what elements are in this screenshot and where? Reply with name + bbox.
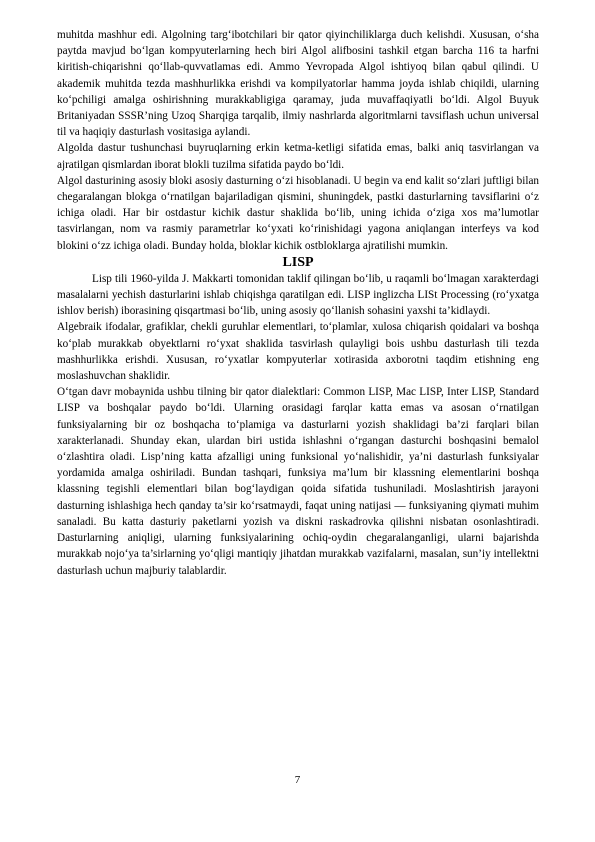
paragraph-algol-main-block: Algol dasturining asosiy bloki asosiy dasturning o‘zi hisoblanadi. U begin va end kalit so‘zlari juftligi bilan chegaralangan blokga o‘rnatilgan bajariladigan qismini, shuningdek, pastki dasturlarning tavsiflarini o‘z ichiga oladi. Har bir ostdastur kichik dastur shaklida bo‘lib, uning ichida o‘ziga xos ma’lumotlar tasvirlangan, nom va rasmiy parametrlar ko‘yxati ko‘rinishidagi yagona aniqlangan interfeys va kod blokini o‘zz ichiga oladi. Bunday holda, bloklar kichik ostbloklarga ajratilishi mumkin.	[57, 174, 539, 252]
paragraph-lisp-dialects: O‘tgan davr mobaynida ushbu tilning bir qator dialektlari: Common LISP, Mac LISP, Inter LISP, Standard LISP va boshqalar paydo bo‘ldi. Ularning orasidagi farqlar katta emas va asosan o‘rnatilgan funksiyalarning bir oz boshqacha to‘plamiga va dasturlarni yozish shaklidagi ba’zi farqlari bilan xarakterlanadi. Shunday ekan, ulardan biri ustida ishlashni o‘rgangan dasturchi boshqasini bemalol o‘zlashtira oladi. Lisp’ning katta afzalligi uning funksional yo‘nalishidir, ya’ni dasturlash funksiyalar yordamida amalga oshiriladi. Bundan tashqari, funksiya ma’lum bir klassning elementlarini boshqa klassning tegishli elementlari bilan bog‘laydigan qoida sifatida tushuniladi. Moslashtirish jarayoni dasturning ishlashiga hech qanday ta’sir ko‘rsatmaydi, faqat uning natijasi — funksiyaning qiymati muhim sanaladi. Bu katta dasturiy paketlarni yozish va diskni raskadrovka qilishni nisbatan osonlashtiradi. Dasturlarning aniqligi, ularning funksiyalarining ochiq-oydin chegaralanganligi, ularni bajarishda murakkab nojo‘ya ta’sirlarning yo‘qligi mantiqiy jihatdan murakkab vazifalarni, masalan, sun’iy intellektni dasturlash uchun majburiy talablardir.	[57, 386, 539, 577]
paragraph-algol-reception: muhitda mashhur edi. Algolning targ‘ibotchilari bir qator qiyinchiliklarga duch kelishdi. Xususan, o‘sha paytda mavjud bo‘lgan kompyuterlarning hech biri Algol alifbosini tashkil etgan barcha 116 ta harfni kiritish-chiqarishni qo‘llab-quvvatlamas edi. Ammo Yevropada Algol ishtiyoq bilan qabul qilindi. U akademik muhitda tezda mashhurlikka erishdi va kompilyatorlar hamma joyda ishlab chiqildi, ularning ko‘pchiligi amalga oshirishning murakkabligiga qaramay, juda muvaffaqiyatli bo‘ldi. Algol Buyuk Britaniyadan SSSR’ning Uzoq Sharqiga tarqalib, ilmiy nashrlarda algoritmlarni tavsiflash uchun universal til va haqiqiy dasturlash vositasiga aylandi.	[57, 29, 539, 139]
paragraph-lisp-lists: Algebraik ifodalar, grafiklar, chekli guruhlar elementlari, to‘plamlar, xulosa chiqarish qoidalari va boshqa ko‘plab murakkab obyektlarni ro‘yxat shaklida tasvirlash qulayligi bois ushbu dasturlash tili tezda mashhurlikka erishdi. Xususan, ro‘yxatlar kompyuterlar xotirasida axborotni taqdim etishning eng moslashuvchan shaklidir.	[57, 321, 539, 383]
section-heading-lisp: LISP	[282, 254, 314, 270]
paragraph-algol-block-structure: Algolda dastur tushunchasi buyruqlarning erkin ketma-ketligi sifatida emas, balki aniq tasvirlangan va ajratilgan qismlardan iborat blokli tuzilma sifatida paydo bo‘ldi.	[57, 142, 539, 171]
page-number: 7	[294, 774, 301, 786]
document-page	[57, 27, 539, 579]
paragraph-lisp-intro: Lisp tili 1960-yilda J. Makkarti tomonidan taklif qilingan bo‘lib, u raqamli bo‘lmagan xarakterdagi masalalarni yechish dasturlarini ishlab chiqishga qaratilgan edi. LISP inglizcha LISt Processing (ro‘yxatga ishlov berish) iborasining qisqartmasi bo‘lib, uning asosiy qo‘llanish sohasini yaxshi ta’kidlaydi.	[57, 272, 539, 318]
